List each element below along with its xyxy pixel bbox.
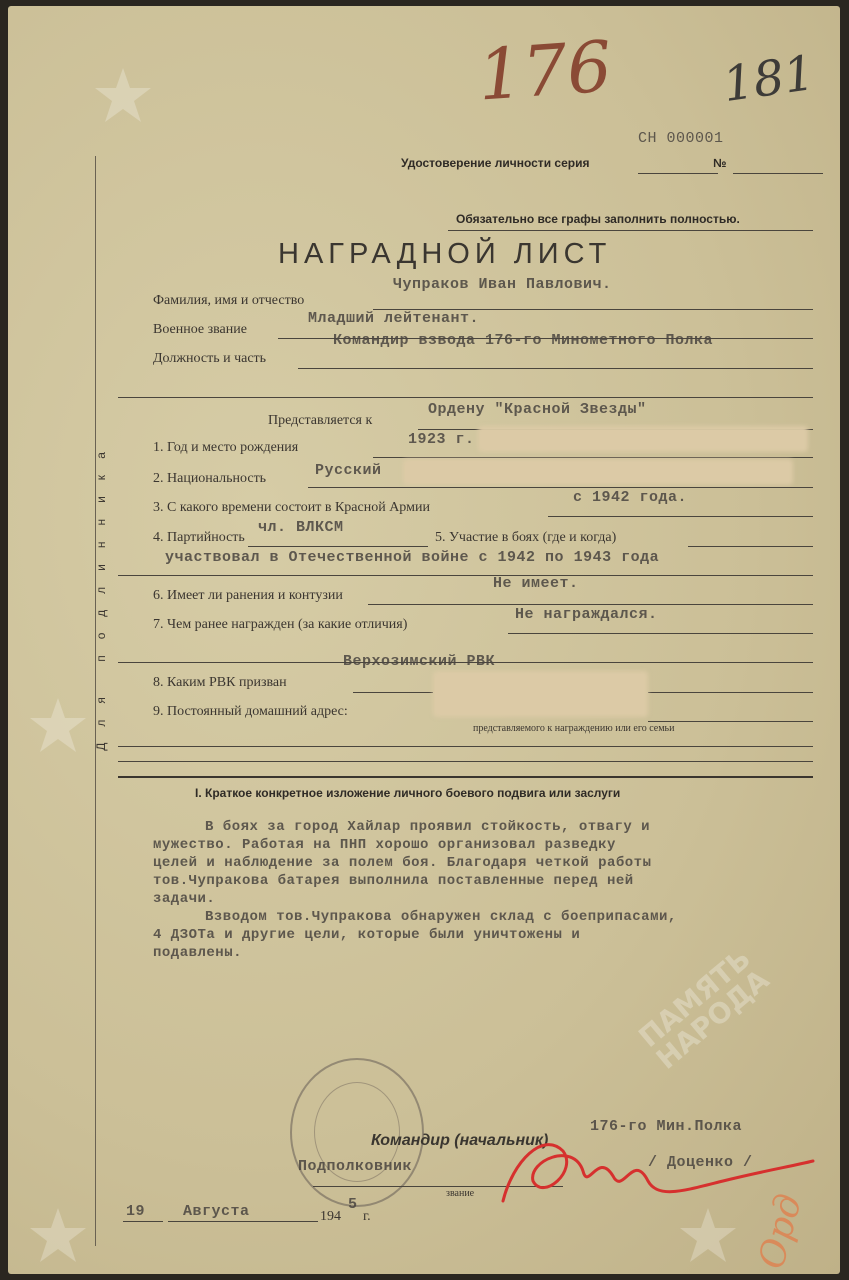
page-title: НАГРАДНОЙ ЛИСТ <box>278 238 612 270</box>
date-g: г. <box>363 1209 371 1224</box>
id-no-label: № <box>713 156 727 170</box>
name-label: Фамилия, имя и отчество <box>153 293 305 308</box>
battles-value: участвовал в Отечественной войне с 1942 по 1943 года <box>165 549 660 566</box>
award-label: Представляется к <box>268 413 373 428</box>
feat-line: подавлены. <box>153 945 243 961</box>
redacted-area <box>478 426 808 452</box>
award-value: Ордену "Красной Звезды" <box>428 401 647 418</box>
field-5-label: 5. Участие в боях (где и когда) <box>435 530 617 545</box>
award-sheet-page <box>8 6 840 1274</box>
commander-name: / Доценко / <box>648 1154 753 1171</box>
field-8-label: 8. Каким РВК призван <box>153 675 287 690</box>
nationality-value: Русский <box>315 462 382 479</box>
handwritten-number-2: 181 <box>719 44 819 114</box>
zvanie-label: звание <box>446 1188 475 1199</box>
field-9-sublabel: представляемого к награждению или его семьи <box>473 723 675 734</box>
feat-line: мужество. Работая на ПНП хорошо организовал разведку <box>153 837 616 853</box>
field-2-label: 2. Национальность <box>153 471 267 486</box>
field-9-label: 9. Постоянный домашний адрес: <box>153 704 348 719</box>
awards-value: Не награждался. <box>515 606 658 623</box>
margin-text: Для подлинника <box>94 436 108 751</box>
feat-line: тов.Чупракова батарея выполнила поставленные перед ней <box>153 873 634 889</box>
watermark: ПАМЯТЬ НАРОДА <box>632 941 776 1076</box>
commander-rank: Подполковник <box>298 1158 413 1175</box>
field-6-label: 6. Имеет ли ранения и контузии <box>153 588 343 603</box>
date-year-suffix: 5 <box>348 1196 358 1213</box>
rank-value: Младший лейтенант. <box>308 310 480 327</box>
redacted-area <box>433 671 648 717</box>
rvk-value: Верхозимский РВК <box>343 653 496 670</box>
army-since-value: с 1942 года. <box>573 489 688 506</box>
id-label: Удостоверение личности серия <box>401 156 590 170</box>
feat-description <box>153 818 677 962</box>
position-label: Должность и часть <box>153 351 267 366</box>
position-value: Командир взвода 176-го Минометного Полка <box>333 332 714 349</box>
feat-line: В боях за город Хайлар проявил стойкость, отвагу и <box>205 819 651 835</box>
unit-value: 176-го Мин.Полка <box>590 1118 743 1135</box>
feat-line: Взводом тов.Чупракова обнаружен склад с боеприпасами, <box>205 909 677 925</box>
field-7-label: 7. Чем ранее награжден (за какие отличия) <box>153 617 408 632</box>
party-value: чл. ВЛКСМ <box>258 519 344 536</box>
feat-line: целей и наблюдение за полем боя. Благодаря четкой работы <box>153 855 652 871</box>
commander-label: Командир (начальник) <box>371 1132 549 1149</box>
date-day: 19 <box>126 1203 146 1220</box>
field-4-label: 4. Партийность <box>153 530 245 545</box>
birth-year-value: 1923 г. <box>408 431 475 448</box>
watermark-star-icon <box>28 696 88 756</box>
watermark-star-icon <box>93 66 153 126</box>
rank-label: Военное звание <box>153 322 247 337</box>
handwritten-number: 176 <box>475 25 615 117</box>
date-month: Августа <box>183 1203 250 1220</box>
serial-stamp: СН 000001 <box>638 130 724 147</box>
feat-line: задачи. <box>153 891 216 907</box>
section-heading: I. Краткое конкретное изложение личного боевого подвига или заслуги <box>195 786 621 800</box>
watermark-star-icon <box>28 1206 88 1266</box>
redacted-area <box>403 459 793 485</box>
field-1-label: 1. Год и место рождения <box>153 440 299 455</box>
field-3-label: 3. С какого времени состоит в Красной Армии <box>153 500 430 515</box>
date-year-prefix: 194 <box>320 1209 341 1224</box>
notice: Обязательно все графы заполнить полностью. <box>456 212 740 226</box>
feat-line: 4 ДЗОТа и другие цели, которые были уничтожены и <box>153 927 581 943</box>
name-value: Чупраков Иван Павлович. <box>393 276 612 293</box>
corner-handwritten-mark: Орд <box>751 1189 811 1274</box>
wounds-value: Не имеет. <box>493 575 579 592</box>
